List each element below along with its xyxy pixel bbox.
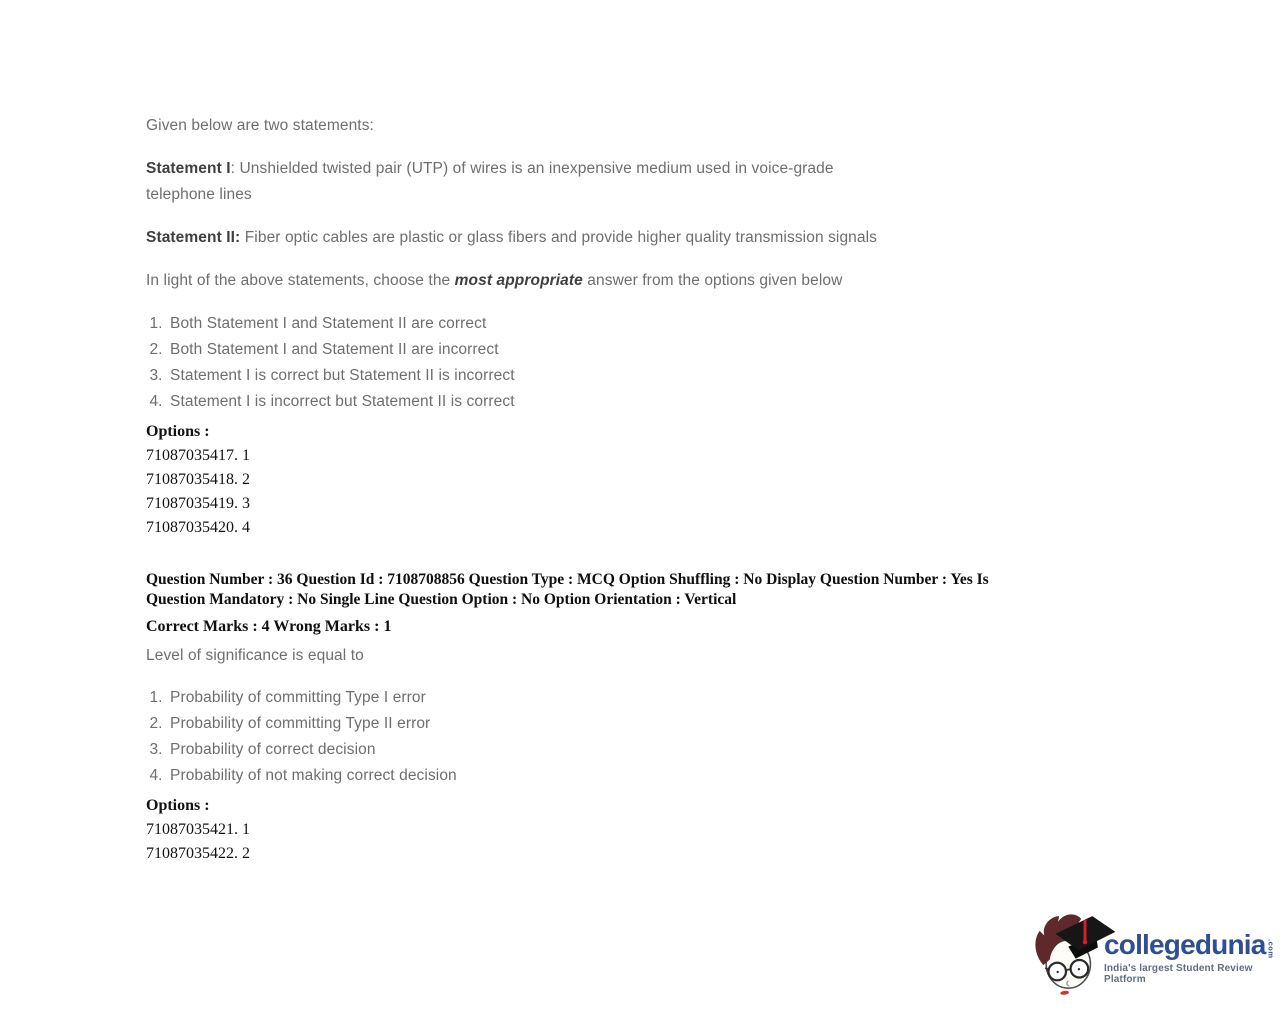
question2-choice-list xyxy=(146,685,883,789)
choice-item: 3. Statement I is correct but Statement II is incorrect xyxy=(167,363,883,389)
question2-options-label: Options : xyxy=(146,797,210,814)
closing-prefix: In light of the above statements, choose the xyxy=(146,272,455,289)
option-id-line: 71087035421. 1 xyxy=(146,821,250,838)
question1-statement-1 xyxy=(146,156,883,208)
question1-intro: Given below are two statements: xyxy=(146,117,374,134)
exam-page-content xyxy=(146,113,989,866)
choice-item: 2. Probability of committing Type II error xyxy=(167,711,883,737)
question2-meta-line-2: Question Mandatory : No Single Line Question Option : No Option Orientation : Vertical xyxy=(146,590,737,608)
choice-item: 1. Probability of committing Type I error xyxy=(167,685,883,711)
question1-statement-2 xyxy=(146,225,883,251)
question2-marks-line: Correct Marks : 4 Wrong Marks : 1 xyxy=(146,618,392,635)
question1-closing xyxy=(146,268,883,294)
question2-metadata xyxy=(146,570,1104,639)
question2-text: Level of significance is equal to xyxy=(146,647,364,664)
question1-options-label: Options : xyxy=(146,423,210,440)
option-id-line: 71087035422. 2 xyxy=(146,845,250,862)
choice-item: 4. Probability of not making correct decision xyxy=(167,763,883,789)
closing-emphasis: most appropriate xyxy=(454,272,583,289)
choice-item: 4. Statement I is incorrect but Statement II is correct xyxy=(167,389,883,415)
choice-item: 1. Both Statement I and Statement II are correct xyxy=(167,311,883,337)
option-id-line: 71087035420. 4 xyxy=(146,519,250,536)
question-block-1 xyxy=(146,113,883,540)
statement-1-text: : Unshielded twisted pair (UTP) of wires is an inexpensive medium used in voice-grade telephone lines xyxy=(146,160,834,203)
option-id-line: 71087035418. 2 xyxy=(146,471,250,488)
choice-item: 2. Both Statement I and Statement II are incorrect xyxy=(167,337,883,363)
question1-choice-list xyxy=(146,311,883,415)
statement-2-text: Fiber optic cables are plastic or glass fibers and provide higher quality transmission signals xyxy=(240,229,878,246)
choice-item: 3. Probability of correct decision xyxy=(167,737,883,763)
collegedunia-logo-text xyxy=(1104,906,1276,985)
statement-1-label: Statement I xyxy=(146,160,231,177)
statement-2-label: Statement II: xyxy=(146,229,241,246)
collegedunia-brand-suffix: .com xyxy=(1266,939,1276,959)
question-block-2 xyxy=(146,570,989,866)
collegedunia-tagline: India's largest Student Review Platform xyxy=(1104,963,1253,985)
option-id-line: 71087035419. 3 xyxy=(146,495,250,512)
closing-suffix: answer from the options given below xyxy=(582,272,843,289)
collegedunia-brand-name: collegedunia xyxy=(1104,929,1266,960)
question2-meta-line-1: Question Number : 36 Question Id : 7108708856 Question Type : MCQ Option Shuffling : No Display Question Number : Yes Is xyxy=(146,571,989,588)
option-id-line: 71087035417. 1 xyxy=(146,447,250,464)
collegedunia-logo xyxy=(1026,906,1276,1002)
